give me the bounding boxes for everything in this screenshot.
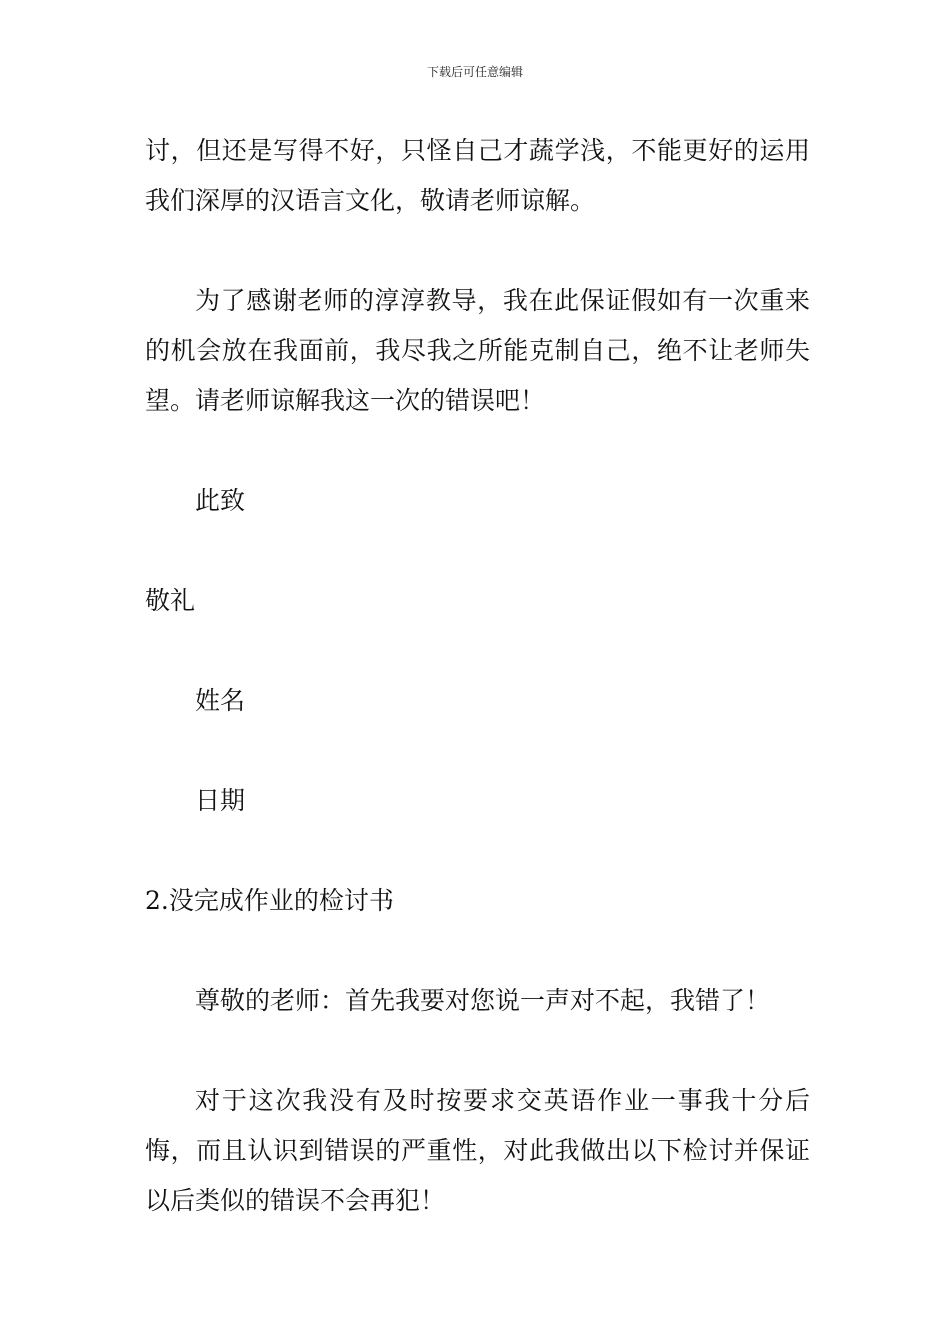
paragraph-apology: 对于这次我没有及时按要求交英语作业一事我十分后悔，而且认识到错误的严重性，对此我做出以下检讨并保证以后类似的错误不会再犯！ [145, 1086, 810, 1215]
signature-date: 日期 [195, 786, 246, 815]
page-header: 下载后可任意编辑 [426, 65, 523, 79]
paragraph-gratitude: 为了感谢老师的淳淳教导，我在此保证假如有一次重来的机会放在我面前，我尽我之所能克制自己，绝不让老师失望。请老师谅解我这一次的错误吧！ [145, 286, 810, 415]
closing-salutation: 此致 [195, 486, 246, 515]
signature-name: 姓名 [195, 686, 246, 715]
section-title: 2.没完成作业的检讨书 [145, 886, 394, 915]
closing-regards: 敬礼 [145, 586, 196, 615]
document-body [145, 126, 810, 1276]
paragraph-continuation: 讨，但还是写得不好，只怪自己才蔬学浅，不能更好的运用我们深厚的汉语言文化，敬请老师谅解。 [145, 136, 810, 215]
greeting-paragraph: 尊敬的老师：首先我要对您说一声对不起，我错了！ [195, 986, 771, 1015]
